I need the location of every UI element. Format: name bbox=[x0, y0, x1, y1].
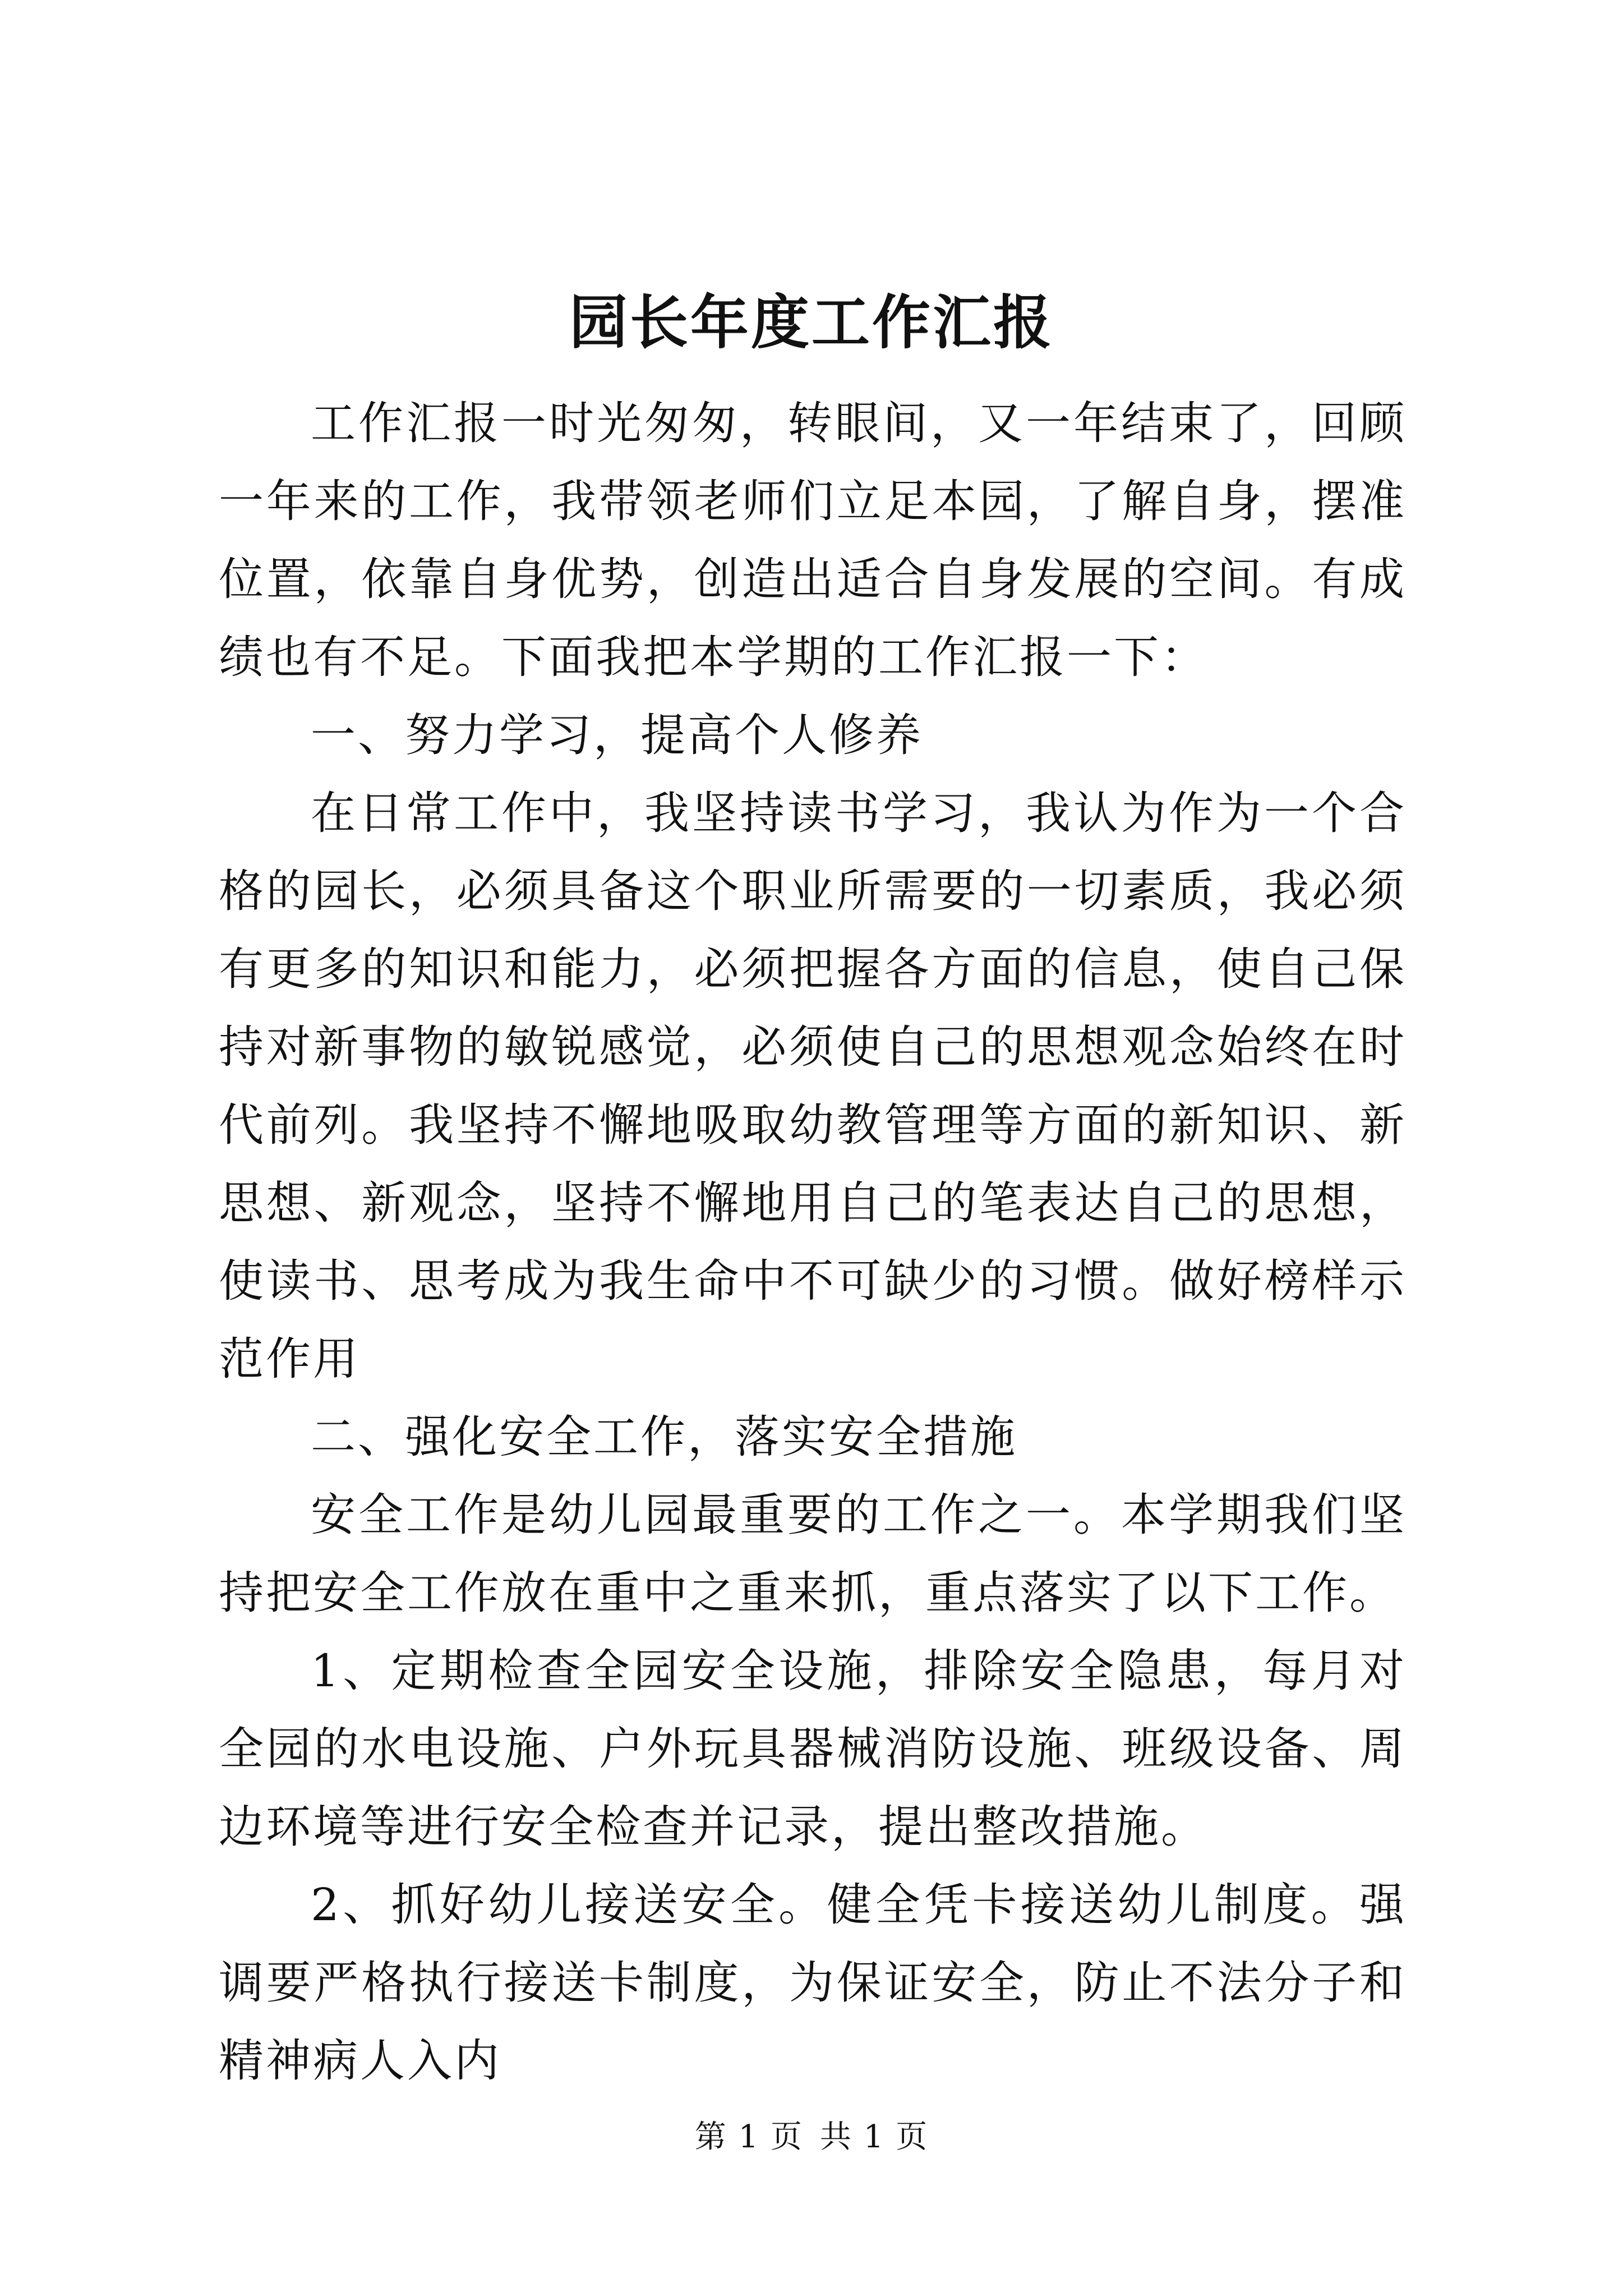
page-footer bbox=[0, 2118, 1623, 2157]
paragraph-item-2: 2、抓好幼儿接送安全。健全凭卡接送幼儿制度。强调要严格执行接送卡制度，为保证安全，防止不法分子和精神病人入内 bbox=[219, 1879, 1407, 2087]
paragraph-learning: 在日常工作中，我坚持读书学习，我认为作为一个合格的园长，必须具备这个职业所需要的一切素质，我必须有更多的知识和能力，必须把握各方面的信息，使自己保持对新事物的敏锐感觉，必须使自己的思想观念始终在时代前列。我坚持不懈地吸取幼教管理等方面的新知识、新思想、新观念，坚持不懈地用自己的笔表达自己的思想，使读书、思考成为我生命中不可缺少的习惯。做好榜样示范作用 bbox=[219, 787, 1407, 1385]
page-total: 共 1 页 bbox=[820, 2119, 929, 2155]
paragraph-safety: 安全工作是幼儿园最重要的工作之一。本学期我们坚持把安全工作放在重中之重来抓，重点落实了以下工作。 bbox=[219, 1489, 1407, 1619]
page-number: 第 1 页 bbox=[694, 2119, 803, 2155]
section-heading-2: 二、强化安全工作，落实安全措施 bbox=[311, 1411, 1017, 1463]
document-body bbox=[219, 384, 1407, 2100]
document-title: 园长年度工作汇报 bbox=[569, 288, 1054, 357]
section-heading-1: 一、努力学习，提高个人修养 bbox=[311, 709, 923, 761]
paragraph-intro: 工作汇报一时光匆匆，转眼间，又一年结束了，回顾一年来的工作，我带领老师们立足本园，了解自身，摆准位置，依靠自身优势，创造出适合自身发展的空间。有成绩也有不足。下面我把本学期的工作汇报一下： bbox=[219, 397, 1407, 683]
paragraph-item-1: 1、定期检查全园安全设施，排除安全隐患，每月对全园的水电设施、户外玩具器械消防设施、班级设备、周边环境等进行安全检查并记录，提出整改措施。 bbox=[219, 1645, 1407, 1853]
